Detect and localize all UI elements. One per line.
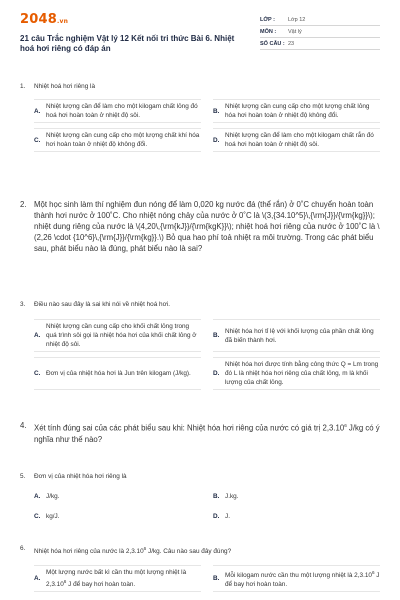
options: [34, 99, 380, 152]
meta-value: Lớp 12: [288, 17, 306, 23]
option-text: J.kg.: [225, 493, 239, 500]
option-a[interactable]: [34, 319, 201, 352]
option-d[interactable]: [213, 357, 380, 390]
header: [20, 12, 380, 54]
option-c[interactable]: [34, 357, 201, 390]
header-left: [20, 12, 250, 54]
question-3: [20, 300, 380, 390]
text-before: Xét tính đúng sai của các phát biểu sau khi: Nhiệt hóa hơi riêng của nước có giá trị 2,3.10: [34, 423, 345, 433]
text-before: Nhiệt hóa hơi riêng của nước là 2,3.10: [34, 548, 144, 556]
option-letter: B.: [213, 332, 220, 339]
option-text: Nhiệt lượng cần cung cấp cho một lượng chất lỏng hóa hơi hoàn toàn ở nhiệt độ không đổi.: [225, 103, 370, 119]
option-d[interactable]: [213, 512, 380, 521]
option-text: Nhiệt lượng cần cung cấp cho một lượng chất khí hóa hơi hoàn toàn ở nhiệt độ không đổi.: [46, 132, 200, 148]
question-text: Đơn vị của nhiệt hóa hơi riêng là: [34, 473, 127, 480]
meta-row-subject: [260, 26, 380, 38]
option-text: [46, 568, 201, 589]
options: [34, 492, 380, 521]
text-before: Mỗi kilogam nước cần thu một lượng nhiệt là 2,3.10: [225, 572, 372, 580]
question-head: [20, 420, 380, 445]
options: [34, 319, 380, 390]
option-b[interactable]: [213, 565, 380, 592]
meta-label: SỐ CÂU :: [260, 41, 285, 47]
question-text: Nhiệt hoá hơi riêng là: [34, 83, 96, 90]
question-2: [20, 199, 380, 254]
question-number: 3.: [20, 301, 26, 308]
text-after: J/kg có ý nghĩa như thế nào?: [34, 423, 380, 444]
question-head: [20, 472, 380, 481]
superscript: 6: [344, 423, 347, 428]
text-after: J/kg. Câu nào sau đây đúng?: [146, 548, 232, 556]
option-letter: C.: [34, 136, 41, 144]
question-number: 1.: [20, 83, 26, 90]
question-number: 6.: [20, 545, 26, 552]
meta-row-class: [260, 14, 380, 26]
option-text: Đơn vị của nhiệt hóa hơi là Jun trên kilogam (J/kg).: [46, 370, 191, 377]
option-letter: A.: [34, 332, 41, 339]
superscript: 6: [371, 570, 375, 576]
question-1: [20, 82, 380, 152]
question-number: 2.: [20, 200, 27, 209]
option-text: Nhiệt lượng cần để làm cho một kilogam chất lỏng đó hoá hơi hoàn toàn ở nhiệt độ sôi.: [46, 103, 198, 119]
question-head: [20, 199, 380, 254]
meta-value: 23: [288, 41, 295, 47]
option-c[interactable]: [34, 512, 201, 521]
superscript: 6: [143, 546, 147, 551]
options: [34, 565, 380, 592]
option-b[interactable]: [213, 492, 380, 501]
meta-label: LỚP :: [260, 17, 275, 23]
logo-text: 2048: [20, 12, 57, 27]
option-letter: B.: [213, 575, 220, 583]
text-after: J để bay hơi hoàn toàn.: [66, 581, 136, 589]
option-text: Nhiệt lượng cần để làm cho một kilogam chất rắn đó hoá hơi hoàn toàn ở nhiệt độ sôi.: [225, 132, 374, 148]
option-text: Nhiệt hóa hơi tỉ lệ với khối lượng của phần chất lỏng đã biến thành hơi.: [225, 327, 374, 344]
meta-value: Vật lý: [288, 29, 302, 35]
option-letter: D.: [213, 370, 220, 377]
meta-row-count: [260, 38, 380, 50]
logo-suffix: .vn: [56, 18, 69, 25]
option-letter: C.: [34, 513, 41, 520]
meta-table: [260, 14, 380, 50]
question-4: [20, 420, 380, 445]
option-d[interactable]: [213, 128, 380, 152]
option-letter: B.: [213, 493, 220, 500]
question-number: 4.: [20, 421, 27, 430]
option-c[interactable]: [34, 128, 201, 152]
document-title: 21 câu Trắc nghiệm Vật lý 12 Kết nối tri thức Bài 6. Nhiệt hoá hơi riêng có đáp án: [20, 34, 235, 53]
option-text: [225, 568, 380, 589]
option-b[interactable]: [213, 99, 380, 123]
question-text: [34, 544, 380, 556]
option-letter: A.: [34, 493, 41, 500]
question-head: [20, 544, 380, 556]
option-text: Nhiệt hóa hơi được tính bằng công thức Q = Lm trong đó L là nhiệt hóa hơi riêng của chất lỏng, m là khối lượng của chất lỏng.: [225, 361, 379, 386]
question-text: Điều nào sau đây là sai khi nói về nhiệt hoá hơi.: [34, 301, 170, 308]
site-logo[interactable]: [20, 12, 250, 27]
question-head: [20, 300, 380, 309]
option-b[interactable]: [213, 319, 380, 352]
option-text: kg/J.: [46, 513, 60, 520]
option-text: Nhiệt lượng cần cung cấp cho khối chất lỏng trong quá trình sôi gọi là nhiệt hóa hơi của khối chất lỏng ở nhiệt độ sôi.: [46, 323, 197, 348]
option-a[interactable]: [34, 565, 201, 592]
option-text: J.: [225, 513, 230, 520]
question-text: [34, 420, 380, 445]
question-5: [20, 472, 380, 521]
option-letter: D.: [213, 513, 220, 520]
option-a[interactable]: [34, 492, 201, 501]
meta-label: MÔN :: [260, 29, 277, 35]
question-6: [20, 544, 380, 592]
text-after: J để bay hơi hoàn toàn.: [225, 572, 380, 589]
option-letter: A.: [34, 575, 41, 583]
option-a[interactable]: [34, 99, 201, 123]
option-letter: B.: [213, 107, 220, 115]
superscript: 6: [63, 579, 67, 585]
question-number: 5.: [20, 473, 26, 480]
question-text: Một học sinh làm thí nghiệm đun nóng để làm 0,020 kg nước đá (thể rắn) ở 0˚C chuyển hoàn toàn thành hơi nước ở 100˚C. Cho nhiệt nóng chảy của nước ở 0˚C là \(3,{34.10^5}\,{\rm{J}}/{\rm{kg}}\); nhiệt dung riêng của nước là \(4,20\,{\rm{kJ}}/{\rm{kgK}}\); nhiệt hoá hơi riêng của nước ở 100˚C là \(2,26 \cdot {10^6}\,{\rm{J}}/{\rm{kg}}.\) Bỏ qua hao phí toả nhiệt ra môi trường. Trong các phát biểu sau, phát biểu nào là đúng, phát biểu nào là sai?: [34, 200, 380, 253]
question-head: [20, 82, 380, 91]
option-letter: C.: [34, 370, 41, 377]
text-before: Một lượng nước bất kì cần thu một lượng nhiệt là 2,3.10: [46, 569, 187, 589]
option-letter: A.: [34, 107, 41, 115]
option-letter: D.: [213, 136, 220, 144]
option-text: J/kg.: [46, 493, 60, 500]
